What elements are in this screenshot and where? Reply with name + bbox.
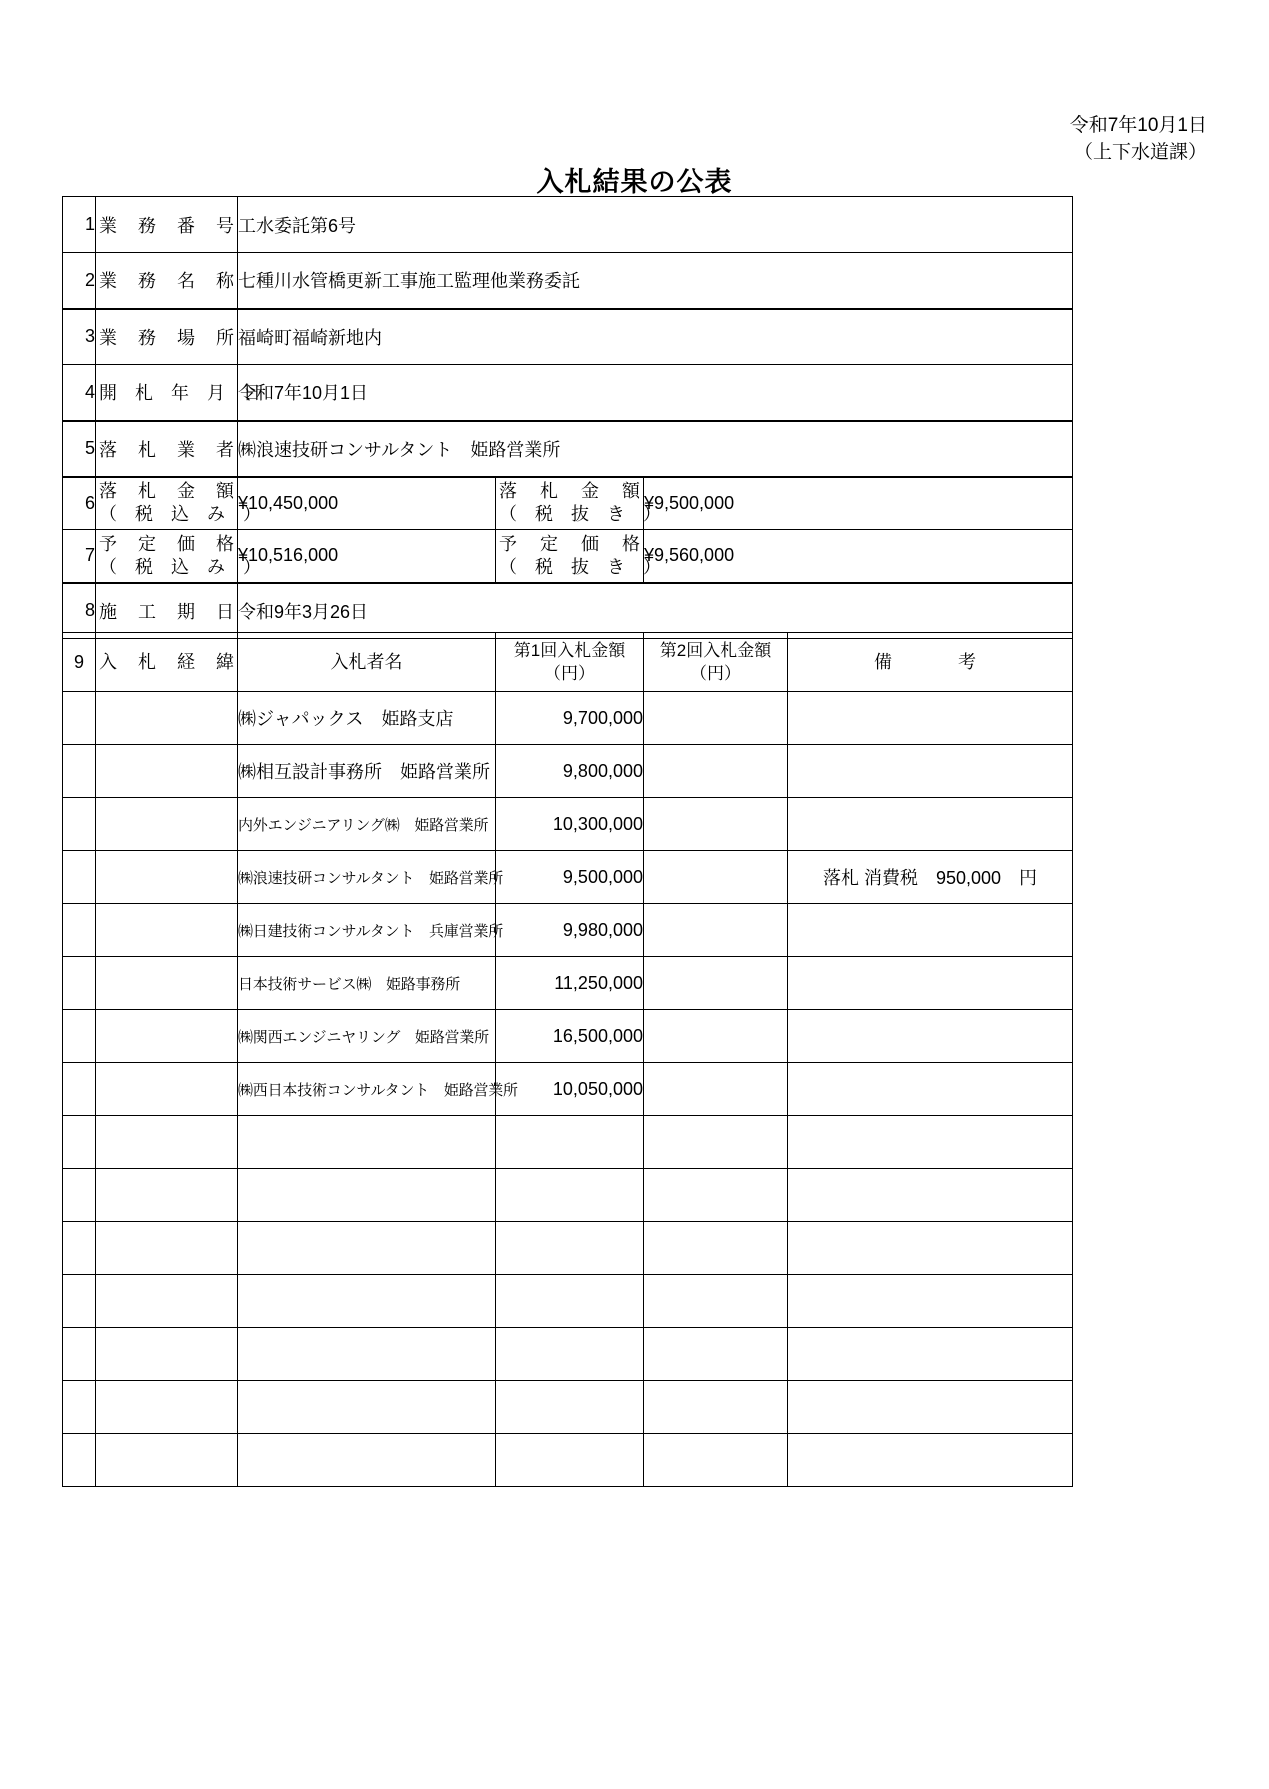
- row-value-7-tax-included: ¥10,516,000: [238, 530, 496, 583]
- row-label-7-line2: （ 税 込 み ）: [99, 556, 261, 577]
- bid-row-spacer-number: [63, 1169, 96, 1222]
- bid-history-section: [62, 632, 1072, 1487]
- table-row-2: [63, 253, 1073, 309]
- table-row-6: [63, 477, 1073, 530]
- bid-remarks: [788, 1222, 1073, 1275]
- bid-remarks: 落札 消費税 950,000 円: [788, 851, 1073, 904]
- bid-row: [63, 1328, 1073, 1381]
- bidder-name: ㈱ジャパックス 姫路支店: [238, 692, 496, 745]
- row-label-9-text: 入 札 経 緯: [99, 651, 234, 672]
- bid-row-spacer-label: [96, 1381, 238, 1434]
- bid-remarks: [788, 1063, 1073, 1116]
- bid-row: [63, 1434, 1073, 1487]
- bid-amount-round1: [496, 1116, 644, 1169]
- bid-amount-round2: [644, 851, 788, 904]
- column-header-round1-line2: （円）: [544, 664, 595, 683]
- bid-amount-round2: [644, 1169, 788, 1222]
- bid-row-spacer-label: [96, 745, 238, 798]
- row-label-6b-line2: （ 税 抜 き ）: [499, 504, 661, 525]
- table-row-1: [63, 197, 1073, 253]
- bid-row: [63, 1116, 1073, 1169]
- bid-amount-round1: [496, 1434, 644, 1487]
- bid-row-spacer-label: [96, 1275, 238, 1328]
- row-value-6-tax-included: ¥10,450,000: [238, 477, 496, 530]
- bid-amount-round2: [644, 1328, 788, 1381]
- bid-row-spacer-label: [96, 798, 238, 851]
- header-date: 令和7年10月1日: [1069, 115, 1207, 136]
- bid-amount-round2: [644, 1063, 788, 1116]
- column-header-round2: [644, 633, 788, 692]
- bidder-name: [238, 1169, 496, 1222]
- bid-amount-round2: [644, 692, 788, 745]
- bid-amount-round2: [644, 1116, 788, 1169]
- bid-row-spacer-number: [63, 957, 96, 1010]
- table-row-7: [63, 530, 1073, 583]
- bid-amount-round1: [496, 1169, 644, 1222]
- bidder-name: 日本技術サービス㈱ 姫路事務所: [238, 957, 496, 1010]
- bidder-name: 内外エンジニアリング㈱ 姫路営業所: [238, 798, 496, 851]
- bid-amount-round1: 11,250,000: [496, 957, 644, 1010]
- row-number-1: 1: [63, 197, 96, 253]
- bidder-name: ㈱西日本技術コンサルタント 姫路営業所: [238, 1063, 496, 1116]
- row-label-6-tax-excluded: [496, 477, 661, 530]
- bid-row: [63, 1222, 1073, 1275]
- bid-amount-round1: 10,050,000: [496, 1063, 644, 1116]
- row-label-3: [96, 309, 238, 365]
- bid-row-spacer-label: [96, 1063, 238, 1116]
- row-label-6b-line1: 落 札 金 額: [499, 481, 640, 502]
- bid-row: [63, 798, 1073, 851]
- row-label-4: [96, 365, 261, 421]
- row-number-3: 3: [63, 309, 96, 365]
- bid-amount-round2: [644, 1381, 788, 1434]
- row-value-3: 福崎町福崎新地内: [238, 309, 1073, 365]
- bid-amount-round2: [644, 904, 788, 957]
- bid-row-spacer-number: [63, 1328, 96, 1381]
- bid-row: [63, 1169, 1073, 1222]
- bid-row-spacer-number: [63, 851, 96, 904]
- row-value-2: 七種川水管橋更新工事施工監理他業務委託: [238, 253, 1073, 309]
- bid-remarks: [788, 957, 1073, 1010]
- bidder-name: [238, 1222, 496, 1275]
- bid-amount-round2: [644, 1434, 788, 1487]
- bid-row-spacer-number: [63, 1275, 96, 1328]
- row-label-2-text: 業 務 名 称: [99, 271, 234, 292]
- bid-remarks: [788, 1381, 1073, 1434]
- bid-remarks: [788, 745, 1073, 798]
- bid-amount-round1: 16,500,000: [496, 1010, 644, 1063]
- row-label-1-text: 業 務 番 号: [99, 215, 234, 236]
- bid-remarks: [788, 1116, 1073, 1169]
- row-label-7-tax-included: [96, 530, 261, 583]
- bid-row: [63, 1010, 1073, 1063]
- bid-row-spacer-label: [96, 957, 238, 1010]
- row-number-9: 9: [63, 633, 96, 692]
- bid-row-spacer-label: [96, 904, 238, 957]
- row-value-5: ㈱浪速技研コンサルタント 姫路営業所: [238, 421, 1073, 477]
- row-number-4: 4: [63, 365, 96, 421]
- bidder-name: ㈱日建技術コンサルタント 兵庫営業所: [238, 904, 496, 957]
- row-number-6: 6: [63, 477, 96, 530]
- row-number-5: 5: [63, 421, 96, 477]
- row-value-6-tax-excluded: ¥9,500,000: [644, 477, 1073, 530]
- bid-amount-round2: [644, 1222, 788, 1275]
- bidder-name: [238, 1434, 496, 1487]
- bid-row-spacer-number: [63, 1116, 96, 1169]
- bid-history-table: [62, 632, 1073, 1487]
- table-row-3: [63, 309, 1073, 365]
- bid-amount-round1: [496, 1328, 644, 1381]
- row-label-3-text: 業 務 場 所: [99, 327, 234, 348]
- bidder-name: ㈱浪速技研コンサルタント 姫路営業所: [238, 851, 496, 904]
- bid-amount-round2: [644, 798, 788, 851]
- bid-row: [63, 957, 1073, 1010]
- bid-row: [63, 692, 1073, 745]
- bid-row-spacer-number: [63, 1063, 96, 1116]
- bid-remarks: [788, 1328, 1073, 1381]
- row-label-5-text: 落 札 業 者: [99, 439, 234, 460]
- table-row-5: [63, 421, 1073, 477]
- bid-amount-round1: 10,300,000: [496, 798, 644, 851]
- bidder-name: ㈱相互設計事務所 姫路営業所: [238, 745, 496, 798]
- bid-remarks: [788, 904, 1073, 957]
- row-value-7-tax-excluded: ¥9,560,000: [644, 530, 1073, 583]
- bid-amount-round2: [644, 957, 788, 1010]
- row-label-6-line1: 落 札 金 額: [99, 481, 234, 502]
- bid-row-spacer-label: [96, 1222, 238, 1275]
- bid-row-spacer-number: [63, 1434, 96, 1487]
- row-label-6-tax-included: [96, 477, 261, 530]
- bid-history-body: [63, 633, 1073, 1487]
- bid-row: [63, 1275, 1073, 1328]
- summary-table-body: [63, 197, 1073, 639]
- table-row-4: [63, 365, 1073, 421]
- bid-row-spacer-label: [96, 1328, 238, 1381]
- bid-remarks: [788, 798, 1073, 851]
- bid-amount-round1: [496, 1275, 644, 1328]
- bid-row-spacer-number: [63, 692, 96, 745]
- bid-row: [63, 904, 1073, 957]
- row-label-7b-line1: 予 定 価 格: [499, 533, 640, 554]
- bid-table-header-row: [63, 633, 1073, 692]
- bid-amount-round1: 9,800,000: [496, 745, 644, 798]
- bidder-name: [238, 1116, 496, 1169]
- column-header-round1-line1: 第1回入札金額: [513, 641, 626, 660]
- table-row-8: [63, 583, 1073, 639]
- summary-table: [62, 196, 1073, 639]
- bid-remarks: [788, 1434, 1073, 1487]
- bid-amount-round1: 9,500,000: [496, 851, 644, 904]
- bid-row-spacer-label: [96, 1116, 238, 1169]
- header-department: （上下水道課）: [1073, 142, 1207, 163]
- page-title: 入札結果の公表: [536, 167, 733, 197]
- bid-row-spacer-label: [96, 851, 238, 904]
- bid-row: [63, 851, 1073, 904]
- column-header-round2-line2: （円）: [690, 664, 741, 683]
- row-value-1: 工水委託第6号: [238, 197, 1073, 253]
- document-header: [1070, 112, 1207, 166]
- row-number-2: 2: [63, 253, 96, 309]
- bid-row-spacer-number: [63, 745, 96, 798]
- row-label-7-tax-excluded: [496, 530, 661, 583]
- bidder-name: [238, 1275, 496, 1328]
- bid-amount-round2: [644, 1275, 788, 1328]
- row-label-7b-line2: （ 税 抜 き ）: [499, 556, 661, 577]
- bid-amount-round1: 9,700,000: [496, 692, 644, 745]
- row-label-6-line2: （ 税 込 み ）: [99, 504, 261, 525]
- bid-row-spacer-number: [63, 1010, 96, 1063]
- column-header-round1: [496, 633, 644, 692]
- bid-remarks: [788, 1169, 1073, 1222]
- bid-amount-round1: [496, 1381, 644, 1434]
- row-value-4: 令和7年10月1日: [238, 365, 1073, 421]
- row-number-7: 7: [63, 530, 96, 583]
- bid-amount-round2: [644, 1010, 788, 1063]
- bid-row: [63, 745, 1073, 798]
- row-label-8: [96, 583, 238, 639]
- row-label-4-text: 開 札 年 月 日: [99, 383, 261, 404]
- row-label-9: [96, 633, 238, 692]
- bid-amount-round2: [644, 745, 788, 798]
- bid-row-spacer-label: [96, 1434, 238, 1487]
- row-label-8-text: 施 工 期 日: [99, 601, 234, 622]
- bid-row-spacer-number: [63, 798, 96, 851]
- row-label-5: [96, 421, 238, 477]
- bid-row-spacer-label: [96, 1010, 238, 1063]
- bid-row: [63, 1381, 1073, 1434]
- bid-row-spacer-number: [63, 1222, 96, 1275]
- bid-row-spacer-label: [96, 1169, 238, 1222]
- row-label-7-line1: 予 定 価 格: [99, 533, 234, 554]
- bid-row-spacer-number: [63, 904, 96, 957]
- bid-remarks: [788, 1275, 1073, 1328]
- bid-amount-round1: [496, 1222, 644, 1275]
- bid-row-spacer-number: [63, 1381, 96, 1434]
- row-number-8: 8: [63, 583, 96, 639]
- bidder-name: [238, 1328, 496, 1381]
- bidder-name: ㈱関西エンジニヤリング 姫路営業所: [238, 1010, 496, 1063]
- bid-remarks: [788, 1010, 1073, 1063]
- bid-remarks: [788, 692, 1073, 745]
- row-value-8: 令和9年3月26日: [238, 583, 1073, 639]
- row-label-2: [96, 253, 238, 309]
- row-label-1: [96, 197, 238, 253]
- bidder-name: [238, 1381, 496, 1434]
- column-header-remarks: 備 考: [788, 633, 1073, 692]
- column-header-round2-line1: 第2回入札金額: [659, 641, 772, 660]
- bid-row: [63, 1063, 1073, 1116]
- column-header-bidder-name: 入札者名: [238, 633, 496, 692]
- bid-row-spacer-label: [96, 692, 238, 745]
- bid-amount-round1: 9,980,000: [496, 904, 644, 957]
